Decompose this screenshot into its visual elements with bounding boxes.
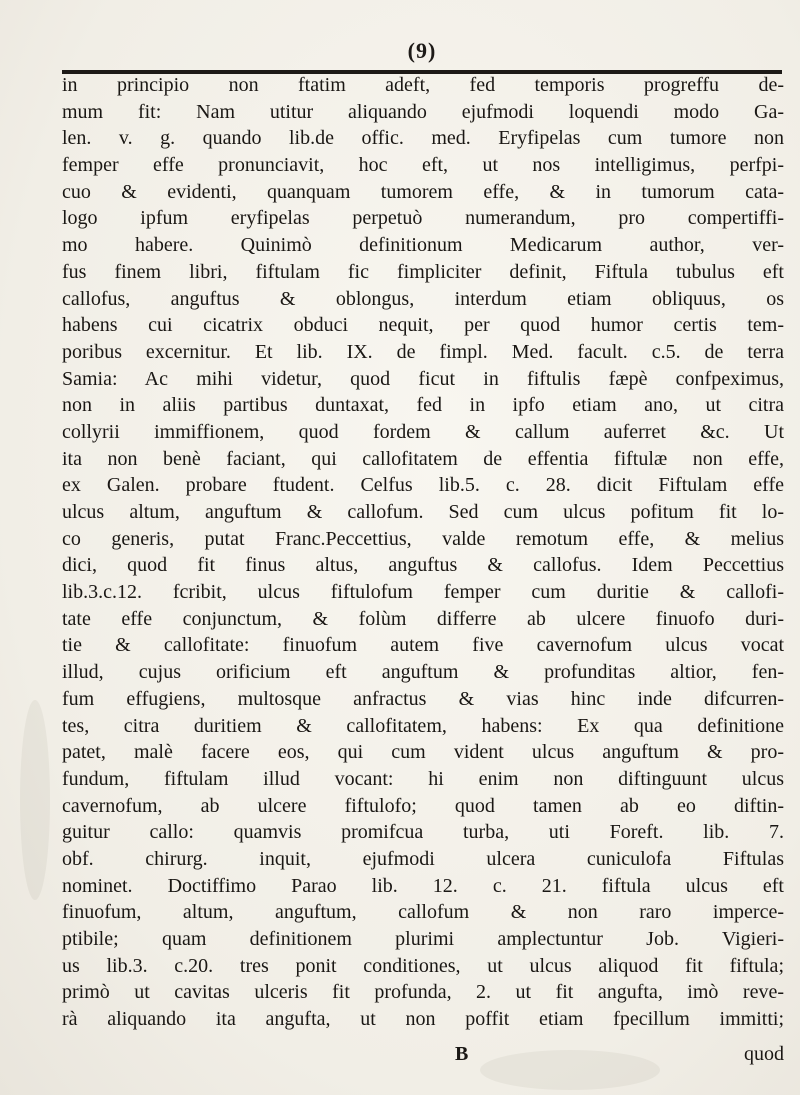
text-line: illud, cujus orificium eft anguftum & profunditas altior, fen- xyxy=(62,661,784,684)
text-line: patet, malè facere eos, qui cum vident ulcus anguftum & pro- xyxy=(62,741,784,764)
text-line: len. v. g. quando lib.de offic. med. Eryfipelas cum tumore non xyxy=(62,127,784,150)
text-line: co generis, putat Franc.Peccettius, valde remotum effe, & melius xyxy=(62,527,784,550)
text-line: tes, citra duritiem & callofitatem, habens: Ex qua definitione xyxy=(62,714,784,737)
text-line: mo habere. Quinimò definitionum Medicarum author, ver- xyxy=(62,234,784,257)
text-line: ex Galen. probare ftudent. Celfus lib.5. c. 28. dicit Fiftulam effe xyxy=(62,474,784,497)
text-line: callofus, anguftus & oblongus, interdum etiam obliquus, os xyxy=(62,287,784,310)
text-line: tie & callofitate: finuofum autem five cavernofum ulcus vocat xyxy=(62,634,784,657)
text-line: habens cui cicatrix obduci nequit, per quod humor certis tem- xyxy=(62,314,784,337)
text-line: cavernofum, ab ulcere fiftulofo; quod tamen ab eo diftin- xyxy=(62,794,784,817)
text-line: non in aliis partibus duntaxat, fed in ipfo etiam ano, ut citra xyxy=(62,394,784,417)
text-line: poribus excernitur. Et lib. IX. de fimpl. Med. facult. c.5. de terra xyxy=(62,340,784,363)
text-line: femper effe pronunciavit, hoc eft, ut nos intelligimus, perfpi- xyxy=(62,154,784,177)
text-line: dici, quod fit finus altus, anguftus & callofus. Idem Peccettius xyxy=(62,554,784,577)
text-line: guitur callo: quamvis promifcua turba, uti Foreft. lib. 7. xyxy=(62,821,784,844)
text-line: fundum, fiftulam illud vocant: hi enim non diftinguunt ulcus xyxy=(62,767,784,790)
text-line: ulcus altum, anguftum & callofum. Sed cum ulcus pofitum fit lo- xyxy=(62,501,784,523)
text-line: in principio non ftatim adeft, fed temporis progreffu de- xyxy=(62,74,784,96)
text-line: ita non benè faciant, qui callofitatem de effentia fiftulæ non effe, xyxy=(62,447,784,470)
text-line: nominet. Doctiffimo Parao lib. 12. c. 21. fiftula ulcus eft xyxy=(62,874,784,897)
text-line: cuo & evidenti, quanquam tumorem effe, & in tumorum cata- xyxy=(62,180,784,203)
text-line: finuofum, altum, anguftum, callofum & non raro imperce- xyxy=(62,901,784,924)
text-line: mum fit: Nam utitur aliquando ejufmodi loquendi modo Ga- xyxy=(62,100,784,123)
text-line: Samia: Ac mihi videtur, quod ficut in fiftulis fæpè confpeximus, xyxy=(62,367,784,390)
text-line: us lib.3. c.20. tres ponit conditiones, ut ulcus aliquod fit fiftula; xyxy=(62,954,784,977)
text-line: tate effe conjunctum, & folùm differre ab ulcere finuofo duri- xyxy=(62,607,784,630)
text-line: logo ipfum eryfipelas perpetuò numerandum, pro compertiffi- xyxy=(62,207,784,230)
text-line: fum effugiens, multosque anfractus & vias hinc inde difcurren- xyxy=(62,687,784,710)
paper-stain xyxy=(20,700,50,900)
body-text xyxy=(62,72,784,1059)
text-line: fus finem libri, fiftulam fic fimpliciter definit, Fiftula tubulus eft xyxy=(62,260,784,283)
text-line: ptibile; quam definitionem plurimi amplectuntur Job. Vigieri- xyxy=(62,928,784,950)
catchword: quod xyxy=(744,1043,784,1065)
page-header xyxy=(62,14,782,76)
text-line: primò ut cavitas ulceris fit profunda, 2. ut fit angufta, imò reve- xyxy=(62,981,784,1004)
page-footer xyxy=(62,1043,784,1069)
text-line: lib.3.c.12. fcribit, ulcus fiftulofum femper cum duritie & callofi- xyxy=(62,581,784,604)
text-line: obf. chirurg. inquit, ejufmodi ulcera cuniculofa Fiftulas xyxy=(62,847,784,870)
text-line: collyrii immiffionem, quod fordem & callum auferret &c. Ut xyxy=(62,420,784,443)
page-number: (9) xyxy=(62,38,782,64)
text-line: rà aliquando ita angufta, ut non poffit etiam fpecillum immitti; xyxy=(62,1008,784,1031)
signature-mark: B xyxy=(455,1043,469,1065)
